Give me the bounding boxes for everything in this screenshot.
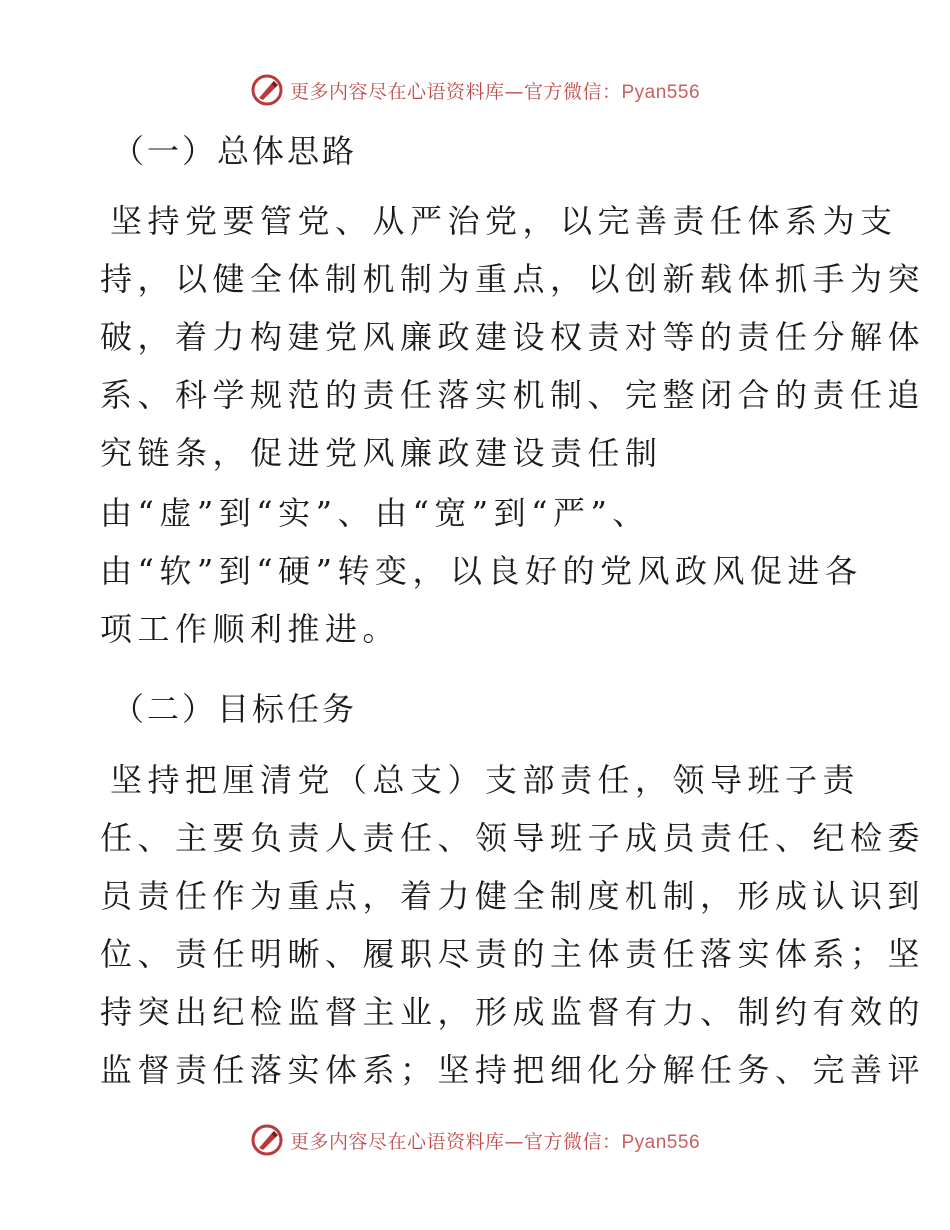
paragraph-line: 项工作顺利推进。 (100, 610, 401, 648)
paragraph-line: 系、科学规范的责任落实机制、完整闭合的责任追 (100, 376, 926, 414)
section-heading-goals-tasks: （二）目标任务 (112, 690, 358, 728)
section-heading-overall-approach: （一）总体思路 (112, 132, 358, 170)
paragraph-line: 由“虚”到“实”、由“宽”到“严”、 (100, 494, 650, 532)
pen-logo-icon (250, 1123, 284, 1157)
paragraph-line: 坚持党要管党、从严治党，以完善责任体系为支 (110, 202, 898, 240)
paragraph-line: 持突出纪检监督主业，形成监督有力、制约有效的 (100, 993, 926, 1031)
paragraph-line: 持，以健全体制机制为重点，以创新载体抓手为突 (100, 260, 926, 298)
watermark-text: 更多内容尽在心语资料库—官方微信：Pyan556 (289, 80, 701, 103)
paragraph-line: 员责任作为重点，着力健全制度机制，形成认识到 (100, 877, 926, 915)
paragraph-line: 究链条，促进党风廉政建设责任制 (100, 434, 663, 472)
paragraph-line: 位、责任明晰、履职尽责的主体责任落实体系；坚 (100, 935, 926, 973)
watermark-text: 更多内容尽在心语资料库—官方微信：Pyan556 (289, 1130, 701, 1153)
paragraph-line: 任、主要负责人责任、领导班子成员责任、纪检委 (100, 819, 926, 857)
paragraph-line: 破，着力构建党风廉政建设权责对等的责任分解体 (100, 318, 926, 356)
watermark-footer (0, 1120, 950, 1160)
paragraph-line: 坚持把厘清党（总支）支部责任，领导班子责 (110, 761, 861, 799)
watermark-header (0, 70, 950, 110)
paragraph-line: 监督责任落实体系；坚持把细化分解任务、完善评 (100, 1051, 926, 1089)
pen-logo-icon (250, 73, 284, 107)
paragraph-line: 由“软”到“硬”转变，以良好的党风政风促进各 (100, 552, 863, 590)
